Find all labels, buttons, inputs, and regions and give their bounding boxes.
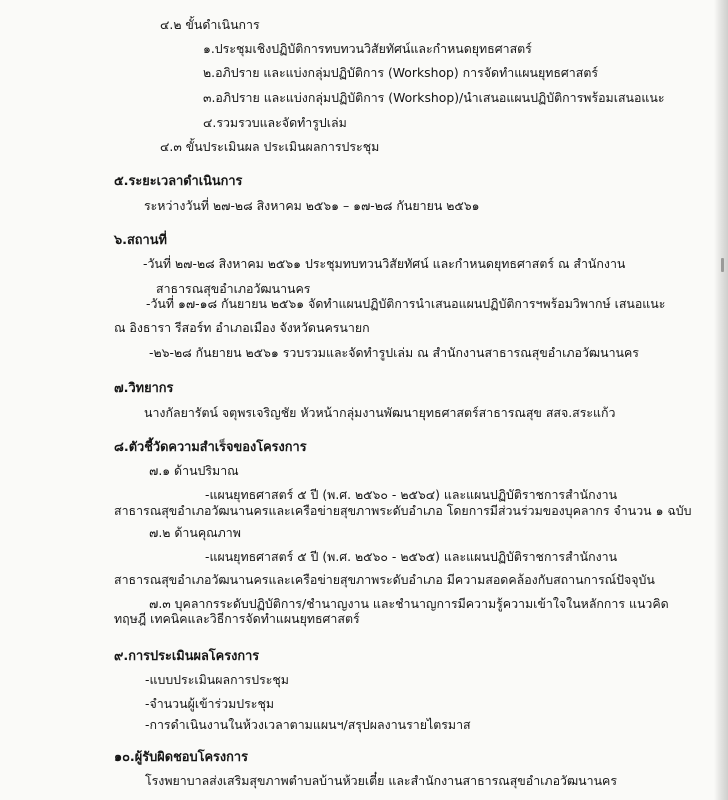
scan-mark: [721, 258, 724, 272]
place-line-1: -วันที่ ๒๗-๒๘ สิงหาคม ๒๕๖๑ ประชุมทบทวนวิสัยทัศน์ และกำหนดยุทธศาสตร์ ณ สำนักงาน: [143, 256, 626, 271]
quantity-line-2: สาธารณสุขอำเภอวัฒนานครและเครือข่ายสุขภาพระดับอำเภอ โดยการมีส่วนร่วมของบุคลากร จำนวน ๑ ฉบับ: [114, 503, 692, 518]
place-line-5: -๒๖-๒๘ กันยายน ๒๕๖๑ รวบรวมและจัดทำรูปเล่ม ณ สำนักงานสาธารณสุขอำเภอวัฒนานคร: [149, 345, 639, 360]
quantity-line-1: -แผนยุทธศาสตร์ ๕ ปี (พ.ศ. ๒๕๖๐ - ๒๕๖๔) และแผนปฏิบัติราชการสำนักงาน: [205, 487, 618, 502]
section-7-text: นางกัลยารัตน์ จตุพรเจริญชัย หัวหน้ากลุ่มงานพัฒนายุทธศาสตร์สาธารณสุข สสจ.สระแก้ว: [144, 405, 616, 420]
evaluation-item-2: -จำนวนผู้เข้าร่วมประชุม: [145, 696, 275, 711]
section-8-title: ๘.ตัวชี้วัดความสำเร็จของโครงการ: [114, 440, 307, 455]
step-3: ๓.อภิปราย และแบ่งกลุ่มปฏิบัติการ (Workshop)/นำเสนอแผนปฏิบัติการพร้อมเสนอแนะ: [203, 90, 665, 105]
step-2: ๒.อภิปราย และแบ่งกลุ่มปฏิบัติการ (Workshop) การจัดทำแผนยุทธศาสตร์: [203, 65, 599, 80]
staff-line-1: ๗.๓ บุคลากรระดับปฏิบัติการ/ชำนาญงาน และชำนาญการมีความรู้ความเข้าใจในหลักการ แนวคิด: [149, 596, 669, 611]
subsection-8-1-title: ๗.๑ ด้านปริมาณ: [149, 463, 239, 478]
section-10-text: โรงพยาบาลส่งเสริมสุขภาพตำบลบ้านห้วยเตี๋ย และสำนักงานสาธารณสุขอำเภอวัฒนานคร: [145, 773, 618, 788]
subsection-8-2-title: ๗.๒ ด้านคุณภาพ: [149, 525, 241, 540]
staff-line-2: ทฤษฎี เทคนิคและวิธีการจัดทำแผนยุทธศาสตร์: [114, 611, 360, 626]
quality-line-1: -แผนยุทธศาสตร์ ๕ ปี (พ.ศ. ๒๕๖๐ - ๒๕๖๕) และแผนปฏิบัติราชการสำนักงาน: [205, 549, 618, 564]
section-6-title: ๖.สถานที่: [114, 233, 167, 248]
subsection-4-2-title: ๔.๒ ขั้นดำเนินการ: [160, 17, 260, 32]
section-10-title: ๑๐.ผู้รับผิดชอบโครงการ: [114, 750, 248, 765]
section-5-text: ระหว่างวันที่ ๒๗-๒๘ สิงหาคม ๒๕๖๑ – ๑๗-๒๘ กันยายน ๒๕๖๑: [144, 198, 480, 213]
place-line-2: สาธารณสุขอำเภอวัฒนานคร: [156, 281, 311, 296]
evaluation-item-3: -การดำเนินงานในห้วงเวลาตามแผนฯ/สรุปผลงานรายไตรมาส: [145, 717, 471, 732]
step-4: ๔.รวมรวบและจัดทำรูปเล่ม: [203, 115, 347, 130]
section-5-title: ๕.ระยะเวลาดำเนินการ: [114, 174, 243, 189]
place-line-4: ณ อิงธารา รีสอร์ท อำเภอเมือง จังหวัดนครนายก: [114, 320, 370, 335]
subsection-4-3-title: ๔.๓ ขั้นประเมินผล ประเมินผลการประชุม: [160, 139, 380, 154]
scan-edge-shadow: [714, 0, 728, 800]
section-9-title: ๙.การประเมินผลโครงการ: [114, 649, 260, 664]
step-1: ๑.ประชุมเชิงปฏิบัติการทบทวนวิสัยทัศน์และกำหนดยุทธศาสตร์: [203, 41, 532, 56]
place-line-3: -วันที่ ๑๗-๑๘ กันยายน ๒๕๖๑ จัดทำแผนปฏิบัติการนำเสนอแผนปฏิบัติการฯพร้อมวิพากษ์ เสนอแนะ: [146, 296, 666, 311]
evaluation-item-1: -แบบประเมินผลการประชุม: [145, 672, 289, 687]
quality-line-2: สาธารณสุขอำเภอวัฒนานครและเครือข่ายสุขภาพระดับอำเภอ มีความสอดคล้องกับสถานการณ์ปัจจุบัน: [114, 572, 655, 587]
section-7-title: ๗.วิทยากร: [114, 381, 174, 396]
